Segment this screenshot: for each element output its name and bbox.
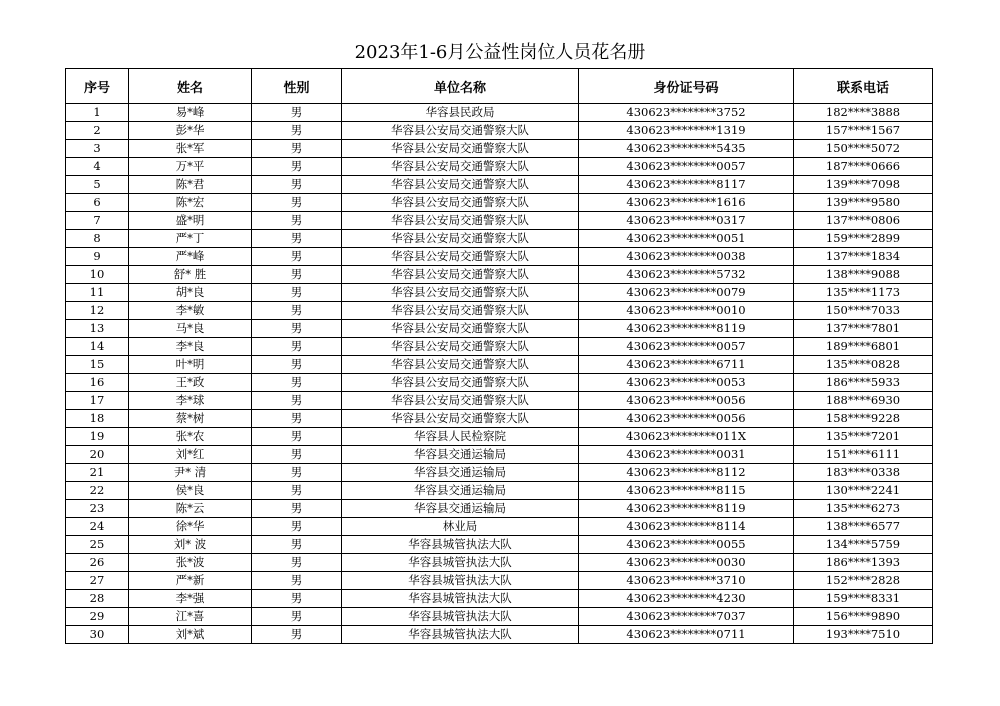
cell-name: 陈*云 [129,500,252,518]
cell-serial-number: 8 [66,230,129,248]
cell-gender: 男 [252,554,342,572]
cell-phone: 157****1567 [794,122,933,140]
cell-unit-name: 华容县城管执法大队 [342,608,579,626]
cell-unit-name: 林业局 [342,518,579,536]
cell-gender: 男 [252,122,342,140]
cell-serial-number: 3 [66,140,129,158]
cell-name: 王*政 [129,374,252,392]
table-row [66,590,933,608]
cell-id-number: 430623********8119 [579,500,794,518]
cell-id-number: 430623********0711 [579,626,794,644]
cell-id-number: 430623********0317 [579,212,794,230]
cell-serial-number: 6 [66,194,129,212]
cell-phone: 159****8331 [794,590,933,608]
header-name: 姓名 [129,69,252,104]
table-row [66,338,933,356]
cell-gender: 男 [252,194,342,212]
cell-serial-number: 13 [66,320,129,338]
cell-unit-name: 华容县公安局交通警察大队 [342,230,579,248]
cell-id-number: 430623********1616 [579,194,794,212]
header-gender: 性别 [252,69,342,104]
cell-gender: 男 [252,392,342,410]
cell-gender: 男 [252,518,342,536]
cell-name: 刘*斌 [129,626,252,644]
cell-gender: 男 [252,590,342,608]
cell-unit-name: 华容县公安局交通警察大队 [342,392,579,410]
table-row [66,302,933,320]
cell-name: 易*峰 [129,104,252,122]
cell-unit-name: 华容县公安局交通警察大队 [342,356,579,374]
cell-gender: 男 [252,464,342,482]
roster-table [65,68,933,644]
cell-phone: 134****5759 [794,536,933,554]
cell-phone: 193****7510 [794,626,933,644]
cell-id-number: 430623********7037 [579,608,794,626]
cell-serial-number: 19 [66,428,129,446]
cell-serial-number: 15 [66,356,129,374]
cell-phone: 135****7201 [794,428,933,446]
cell-serial-number: 23 [66,500,129,518]
cell-serial-number: 29 [66,608,129,626]
cell-name: 严*新 [129,572,252,590]
cell-gender: 男 [252,212,342,230]
cell-unit-name: 华容县城管执法大队 [342,536,579,554]
header-phone: 联系电话 [794,69,933,104]
table-row [66,518,933,536]
cell-phone: 158****9228 [794,410,933,428]
page-title: 2023年1-6月公益性岗位人员花名册 [354,42,646,63]
table-row [66,320,933,338]
cell-serial-number: 11 [66,284,129,302]
cell-name: 蔡*树 [129,410,252,428]
cell-phone: 130****2241 [794,482,933,500]
cell-name: 江*喜 [129,608,252,626]
table-row [66,158,933,176]
cell-phone: 150****5072 [794,140,933,158]
cell-gender: 男 [252,230,342,248]
cell-gender: 男 [252,356,342,374]
cell-phone: 186****5933 [794,374,933,392]
cell-serial-number: 17 [66,392,129,410]
cell-unit-name: 华容县城管执法大队 [342,590,579,608]
cell-phone: 189****6801 [794,338,933,356]
cell-gender: 男 [252,482,342,500]
cell-phone: 137****7801 [794,320,933,338]
cell-id-number: 430623********0055 [579,536,794,554]
cell-phone: 151****6111 [794,446,933,464]
cell-phone: 187****0666 [794,158,933,176]
cell-unit-name: 华容县公安局交通警察大队 [342,320,579,338]
table-row [66,122,933,140]
cell-gender: 男 [252,626,342,644]
cell-phone: 188****6930 [794,392,933,410]
table-row [66,428,933,446]
cell-id-number: 430623********8119 [579,320,794,338]
table-row [66,608,933,626]
cell-serial-number: 9 [66,248,129,266]
cell-name: 严*丁 [129,230,252,248]
cell-name: 张*波 [129,554,252,572]
table-row [66,176,933,194]
cell-name: 陈*宏 [129,194,252,212]
cell-gender: 男 [252,410,342,428]
cell-name: 李*良 [129,338,252,356]
cell-phone: 139****7098 [794,176,933,194]
cell-serial-number: 7 [66,212,129,230]
cell-name: 马*良 [129,320,252,338]
table-row [66,284,933,302]
table-row [66,230,933,248]
cell-serial-number: 20 [66,446,129,464]
cell-serial-number: 12 [66,302,129,320]
table-row [66,392,933,410]
cell-gender: 男 [252,374,342,392]
cell-name: 张*军 [129,140,252,158]
cell-serial-number: 18 [66,410,129,428]
cell-unit-name: 华容县交通运输局 [342,446,579,464]
cell-phone: 135****6273 [794,500,933,518]
cell-serial-number: 2 [66,122,129,140]
cell-phone: 150****7033 [794,302,933,320]
cell-phone: 138****9088 [794,266,933,284]
header-serial-number: 序号 [66,69,129,104]
cell-unit-name: 华容县公安局交通警察大队 [342,158,579,176]
table-row [66,104,933,122]
cell-phone: 135****0828 [794,356,933,374]
cell-unit-name: 华容县人民检察院 [342,428,579,446]
cell-serial-number: 1 [66,104,129,122]
table-row [66,266,933,284]
cell-name: 舒* 胜 [129,266,252,284]
cell-serial-number: 10 [66,266,129,284]
cell-id-number: 430623********8115 [579,482,794,500]
cell-serial-number: 21 [66,464,129,482]
cell-unit-name: 华容县公安局交通警察大队 [342,194,579,212]
cell-name: 万*平 [129,158,252,176]
cell-gender: 男 [252,608,342,626]
cell-serial-number: 4 [66,158,129,176]
cell-gender: 男 [252,248,342,266]
cell-id-number: 430623********1319 [579,122,794,140]
cell-gender: 男 [252,338,342,356]
cell-id-number: 430623********0056 [579,410,794,428]
cell-gender: 男 [252,284,342,302]
cell-gender: 男 [252,266,342,284]
cell-serial-number: 25 [66,536,129,554]
cell-name: 叶*明 [129,356,252,374]
cell-name: 严*峰 [129,248,252,266]
table-body [66,104,933,644]
cell-serial-number: 28 [66,590,129,608]
cell-name: 李*球 [129,392,252,410]
cell-phone: 137****1834 [794,248,933,266]
cell-id-number: 430623********3710 [579,572,794,590]
table-header-row [66,69,933,104]
cell-id-number: 430623********0079 [579,284,794,302]
cell-gender: 男 [252,158,342,176]
cell-unit-name: 华容县公安局交通警察大队 [342,212,579,230]
cell-id-number: 430623********4230 [579,590,794,608]
table-row [66,140,933,158]
cell-name: 尹* 清 [129,464,252,482]
cell-gender: 男 [252,104,342,122]
cell-unit-name: 华容县公安局交通警察大队 [342,374,579,392]
cell-serial-number: 16 [66,374,129,392]
table-row [66,374,933,392]
cell-id-number: 430623********0010 [579,302,794,320]
cell-unit-name: 华容县民政局 [342,104,579,122]
table-row [66,356,933,374]
cell-phone: 138****6577 [794,518,933,536]
cell-id-number: 430623********0038 [579,248,794,266]
cell-unit-name: 华容县公安局交通警察大队 [342,176,579,194]
cell-gender: 男 [252,302,342,320]
cell-unit-name: 华容县城管执法大队 [342,626,579,644]
cell-name: 刘* 波 [129,536,252,554]
table-row [66,464,933,482]
cell-id-number: 430623********6711 [579,356,794,374]
cell-id-number: 430623********0053 [579,374,794,392]
cell-id-number: 430623********0030 [579,554,794,572]
table-row [66,554,933,572]
cell-gender: 男 [252,446,342,464]
cell-name: 胡*良 [129,284,252,302]
cell-gender: 男 [252,500,342,518]
cell-id-number: 430623********5732 [579,266,794,284]
cell-name: 张*农 [129,428,252,446]
cell-gender: 男 [252,572,342,590]
cell-serial-number: 26 [66,554,129,572]
table-row [66,482,933,500]
cell-name: 李*强 [129,590,252,608]
cell-id-number: 430623********0031 [579,446,794,464]
cell-id-number: 430623********8112 [579,464,794,482]
cell-unit-name: 华容县城管执法大队 [342,554,579,572]
cell-unit-name: 华容县公安局交通警察大队 [342,410,579,428]
cell-id-number: 430623********0051 [579,230,794,248]
cell-gender: 男 [252,140,342,158]
cell-serial-number: 30 [66,626,129,644]
cell-phone: 137****0806 [794,212,933,230]
cell-name: 李*敏 [129,302,252,320]
cell-unit-name: 华容县交通运输局 [342,464,579,482]
cell-id-number: 430623********3752 [579,104,794,122]
cell-gender: 男 [252,320,342,338]
cell-phone: 135****1173 [794,284,933,302]
cell-id-number: 430623********0057 [579,158,794,176]
cell-id-number: 430623********0056 [579,392,794,410]
cell-serial-number: 27 [66,572,129,590]
table-row [66,536,933,554]
header-unit-name: 单位名称 [342,69,579,104]
cell-phone: 182****3888 [794,104,933,122]
cell-gender: 男 [252,176,342,194]
cell-unit-name: 华容县公安局交通警察大队 [342,248,579,266]
cell-serial-number: 24 [66,518,129,536]
cell-unit-name: 华容县公安局交通警察大队 [342,122,579,140]
table-row [66,410,933,428]
cell-gender: 男 [252,428,342,446]
cell-serial-number: 14 [66,338,129,356]
cell-gender: 男 [252,536,342,554]
table-row [66,500,933,518]
cell-name: 刘*红 [129,446,252,464]
table-row [66,626,933,644]
cell-unit-name: 华容县城管执法大队 [342,572,579,590]
cell-phone: 139****9580 [794,194,933,212]
cell-unit-name: 华容县公安局交通警察大队 [342,284,579,302]
table-row [66,572,933,590]
cell-id-number: 430623********8114 [579,518,794,536]
table-row [66,212,933,230]
table-row [66,248,933,266]
cell-phone: 183****0338 [794,464,933,482]
cell-unit-name: 华容县交通运输局 [342,482,579,500]
cell-unit-name: 华容县公安局交通警察大队 [342,338,579,356]
cell-id-number: 430623********5435 [579,140,794,158]
cell-name: 盛*明 [129,212,252,230]
cell-name: 陈*君 [129,176,252,194]
table-row [66,446,933,464]
cell-unit-name: 华容县交通运输局 [342,500,579,518]
cell-serial-number: 22 [66,482,129,500]
table-row [66,194,933,212]
cell-phone: 159****2899 [794,230,933,248]
cell-unit-name: 华容县公安局交通警察大队 [342,266,579,284]
cell-phone: 156****9890 [794,608,933,626]
cell-phone: 152****2828 [794,572,933,590]
cell-serial-number: 5 [66,176,129,194]
cell-id-number: 430623********0057 [579,338,794,356]
cell-name: 侯*良 [129,482,252,500]
header-id-number: 身份证号码 [579,69,794,104]
cell-name: 徐*华 [129,518,252,536]
cell-unit-name: 华容县公安局交通警察大队 [342,302,579,320]
cell-unit-name: 华容县公安局交通警察大队 [342,140,579,158]
cell-id-number: 430623********011X [579,428,794,446]
cell-phone: 186****1393 [794,554,933,572]
cell-id-number: 430623********8117 [579,176,794,194]
cell-name: 彭*华 [129,122,252,140]
